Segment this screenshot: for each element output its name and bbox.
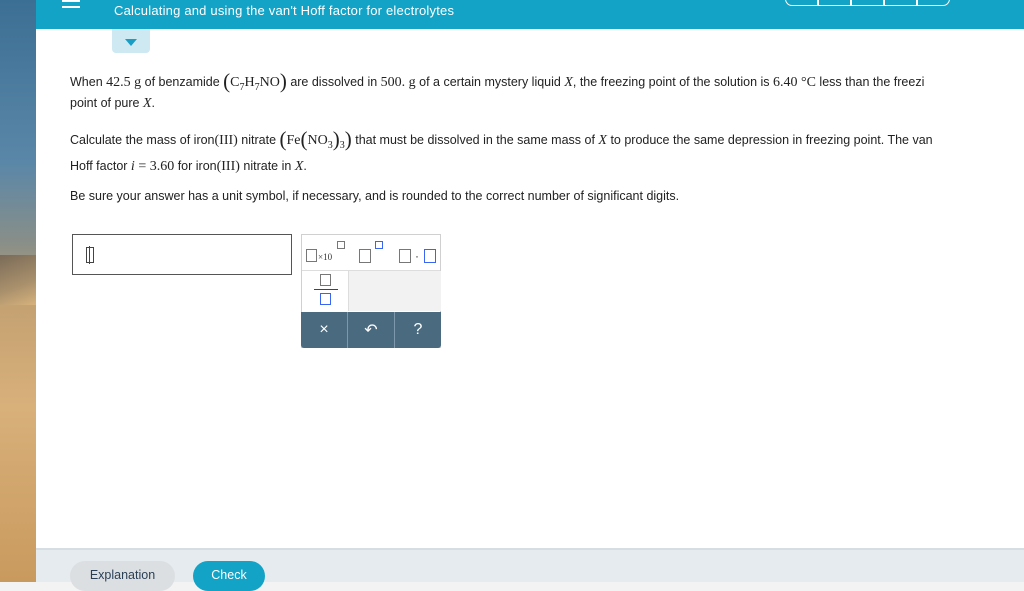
- top-bar: [36, 0, 1024, 29]
- progress-segment: [785, 0, 818, 6]
- help-button[interactable]: ?: [395, 312, 441, 348]
- topic-title: Calculating and using the van't Hoff factor for electrolytes: [114, 3, 455, 18]
- superscript-button[interactable]: [354, 239, 394, 269]
- progress-segment: [884, 0, 917, 6]
- answer-input[interactable]: [72, 234, 292, 275]
- question-instruction: Be sure your answer has a unit symbol, if necessary, and is rounded to the correct number of significant digits.: [70, 189, 680, 203]
- progress-segment: [917, 0, 950, 6]
- exponent-box-icon: [375, 241, 383, 249]
- right-box-icon: [424, 249, 436, 263]
- hamburger-menu-icon[interactable]: [62, 0, 80, 14]
- text-cursor-icon: [86, 247, 94, 263]
- numerator-box-icon: [320, 274, 331, 286]
- undo-button[interactable]: ↶: [348, 312, 395, 348]
- fraction-bar: [314, 289, 338, 290]
- question-paragraph-2: Calculate the mass of iron(III) nitrate $(Fe(NO_3)_3)$ that must be dissolved in the same mass of X to produce the same depression in freezing point. The van: [70, 127, 933, 151]
- mantissa-box-icon: [306, 249, 317, 262]
- progress-indicator: [785, 0, 950, 6]
- question-paragraph-2-line-2: Hoff factor i = 3.60 for iron(III) nitrate in X.: [70, 159, 307, 174]
- fraction-button[interactable]: [304, 271, 348, 311]
- toolbox-empty-area: [348, 271, 441, 311]
- explanation-button[interactable]: Explanation: [70, 561, 175, 591]
- desktop-background: [0, 0, 36, 582]
- progress-segment: [818, 0, 851, 6]
- collapse-toggle[interactable]: [112, 29, 150, 53]
- base-box-icon: [359, 249, 371, 263]
- desktop-dune: [0, 255, 36, 305]
- progress-segment: [851, 0, 884, 6]
- question-paragraph-1-line-2: point of pure X.: [70, 96, 156, 111]
- scientific-notation-button[interactable]: ×10: [304, 239, 350, 269]
- clear-button[interactable]: ×: [301, 312, 348, 348]
- footer-bar: [36, 548, 1024, 582]
- toolbox-actions: [301, 312, 441, 348]
- caret-down-icon: [125, 39, 137, 46]
- multiply-dot-button[interactable]: ·: [397, 239, 441, 269]
- exponent-box-icon: [337, 241, 345, 249]
- check-button[interactable]: Check: [193, 561, 265, 591]
- denominator-box-icon: [320, 293, 331, 305]
- left-box-icon: [399, 249, 411, 263]
- question-paragraph-1: When 42.5 g of benzamide $(C_7H_7NO)$ are dissolved in 500. g of a certain mystery liquid X, the freezing point of the solution is 6.40 °C less than the freezi: [70, 69, 925, 93]
- question-panel: [36, 29, 1024, 548]
